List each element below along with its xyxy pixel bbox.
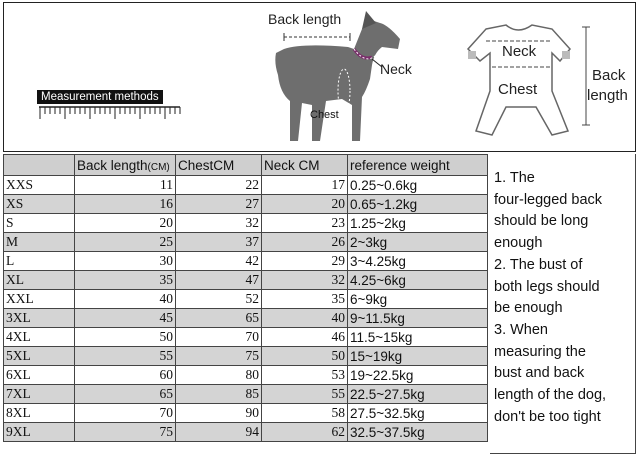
back-length-cell: 55 xyxy=(75,347,176,366)
note-line: measuring the xyxy=(494,343,586,360)
measurement-notes xyxy=(490,154,636,454)
table-row xyxy=(4,176,488,195)
size-cell: 9XL xyxy=(4,423,75,442)
back-length-cell: 75 xyxy=(75,423,176,442)
ruler-label: Measurement methods xyxy=(37,90,163,104)
weight-cell: 19~22.5kg xyxy=(348,366,488,385)
size-cell: 7XL xyxy=(4,385,75,404)
note-line: be enough xyxy=(494,300,563,317)
garment-chest-label: Chest xyxy=(498,81,538,98)
chest-cell: 94 xyxy=(176,423,262,442)
garment-back-label: Back xyxy=(592,67,626,84)
dog-neck-label: Neck xyxy=(380,61,412,77)
note-line: length of the dog, xyxy=(494,387,607,404)
back-length-cell: 20 xyxy=(75,214,176,233)
chest-cell: 90 xyxy=(176,404,262,423)
size-cell: 5XL xyxy=(4,347,75,366)
note-line: enough xyxy=(494,235,543,252)
weight-cell: 32.5~37.5kg xyxy=(348,423,488,442)
neck-cell: 35 xyxy=(262,290,348,309)
note-line: 3. When xyxy=(494,321,548,338)
table-row xyxy=(4,328,488,347)
table-row xyxy=(4,404,488,423)
size-cell: 8XL xyxy=(4,404,75,423)
neck-cell: 29 xyxy=(262,252,348,271)
header-neck: Neck CM xyxy=(262,155,348,176)
neck-cell: 17 xyxy=(262,176,348,195)
back-length-cell: 60 xyxy=(75,366,176,385)
chest-cell: 65 xyxy=(176,309,262,328)
note-line: four-legged back xyxy=(494,191,603,208)
size-cell: 4XL xyxy=(4,328,75,347)
neck-cell: 32 xyxy=(262,271,348,290)
chest-cell: 37 xyxy=(176,233,262,252)
table-row xyxy=(4,290,488,309)
note-line: both legs should xyxy=(494,278,600,295)
weight-cell: 6~9kg xyxy=(348,290,488,309)
weight-cell: 9~11.5kg xyxy=(348,309,488,328)
table-row xyxy=(4,233,488,252)
table-row xyxy=(4,214,488,233)
size-cell: L xyxy=(4,252,75,271)
chest-cell: 70 xyxy=(176,328,262,347)
weight-cell: 2~3kg xyxy=(348,233,488,252)
table-row xyxy=(4,385,488,404)
dog-chest-label: Chest xyxy=(310,109,339,121)
measurement-ruler xyxy=(37,87,182,126)
back-length-cell: 25 xyxy=(75,233,176,252)
header-chest: ChestCM xyxy=(176,155,262,176)
table-row xyxy=(4,195,488,214)
back-length-cell: 30 xyxy=(75,252,176,271)
table-row xyxy=(4,366,488,385)
table-row xyxy=(4,252,488,271)
size-cell: M xyxy=(4,233,75,252)
weight-cell: 1.25~2kg xyxy=(348,214,488,233)
table-row xyxy=(4,347,488,366)
chest-cell: 32 xyxy=(176,214,262,233)
neck-cell: 23 xyxy=(262,214,348,233)
notes-text xyxy=(490,154,635,428)
header-size xyxy=(4,155,75,176)
back-length-cell: 65 xyxy=(75,385,176,404)
weight-cell: 22.5~27.5kg xyxy=(348,385,488,404)
neck-cell: 62 xyxy=(262,423,348,442)
note-line: 1. The xyxy=(494,170,535,186)
neck-cell: 40 xyxy=(262,309,348,328)
neck-cell: 58 xyxy=(262,404,348,423)
size-cell: XXS xyxy=(4,176,75,195)
note-line: 2. The bust of xyxy=(494,256,583,273)
weight-cell: 11.5~15kg xyxy=(348,328,488,347)
size-cell: XS xyxy=(4,195,75,214)
back-length-cell: 50 xyxy=(75,328,176,347)
size-chart-table xyxy=(3,154,488,442)
neck-cell: 26 xyxy=(262,233,348,252)
weight-cell: 27.5~32.5kg xyxy=(348,404,488,423)
neck-cell: 20 xyxy=(262,195,348,214)
chest-cell: 85 xyxy=(176,385,262,404)
note-line: don't be too tight xyxy=(494,408,601,425)
chest-cell: 22 xyxy=(176,176,262,195)
chest-cell: 80 xyxy=(176,366,262,385)
neck-cell: 50 xyxy=(262,347,348,366)
header-reference-weight: reference weight xyxy=(348,155,488,176)
ruler-icon xyxy=(37,106,182,126)
neck-cell: 55 xyxy=(262,385,348,404)
illustration-panel xyxy=(3,2,636,152)
back-length-cell: 11 xyxy=(75,176,176,195)
weight-cell: 15~19kg xyxy=(348,347,488,366)
size-cell: 6XL xyxy=(4,366,75,385)
neck-cell: 46 xyxy=(262,328,348,347)
garment-outline-icon xyxy=(456,21,636,147)
back-length-cell: 16 xyxy=(75,195,176,214)
garment-length-label: length xyxy=(587,87,628,104)
back-length-cell: 70 xyxy=(75,404,176,423)
note-line: should be long xyxy=(494,213,589,230)
chest-cell: 52 xyxy=(176,290,262,309)
table-row xyxy=(4,309,488,328)
back-length-cell: 40 xyxy=(75,290,176,309)
chest-cell: 42 xyxy=(176,252,262,271)
back-length-cell: 35 xyxy=(75,271,176,290)
size-cell: XXL xyxy=(4,290,75,309)
weight-cell: 0.65~1.2kg xyxy=(348,195,488,214)
table-row xyxy=(4,271,488,290)
back-length-cell: 45 xyxy=(75,309,176,328)
chest-cell: 27 xyxy=(176,195,262,214)
table-row xyxy=(4,423,488,442)
header-back-length: Back length(CM) xyxy=(75,155,176,176)
weight-cell: 0.25~0.6kg xyxy=(348,176,488,195)
garment-diagram xyxy=(456,21,636,147)
note-line: bust and back xyxy=(494,365,585,382)
dog-diagram xyxy=(262,9,462,149)
table-header-row xyxy=(4,155,488,176)
chest-cell: 47 xyxy=(176,271,262,290)
dog-silhouette-icon xyxy=(262,9,462,149)
size-cell: 3XL xyxy=(4,309,75,328)
garment-neck-label: Neck xyxy=(502,43,537,60)
weight-cell: 3~4.25kg xyxy=(348,252,488,271)
size-cell: S xyxy=(4,214,75,233)
size-cell: XL xyxy=(4,271,75,290)
neck-cell: 53 xyxy=(262,366,348,385)
chest-cell: 75 xyxy=(176,347,262,366)
weight-cell: 4.25~6kg xyxy=(348,271,488,290)
dog-back-length-label: Back length xyxy=(268,11,342,27)
